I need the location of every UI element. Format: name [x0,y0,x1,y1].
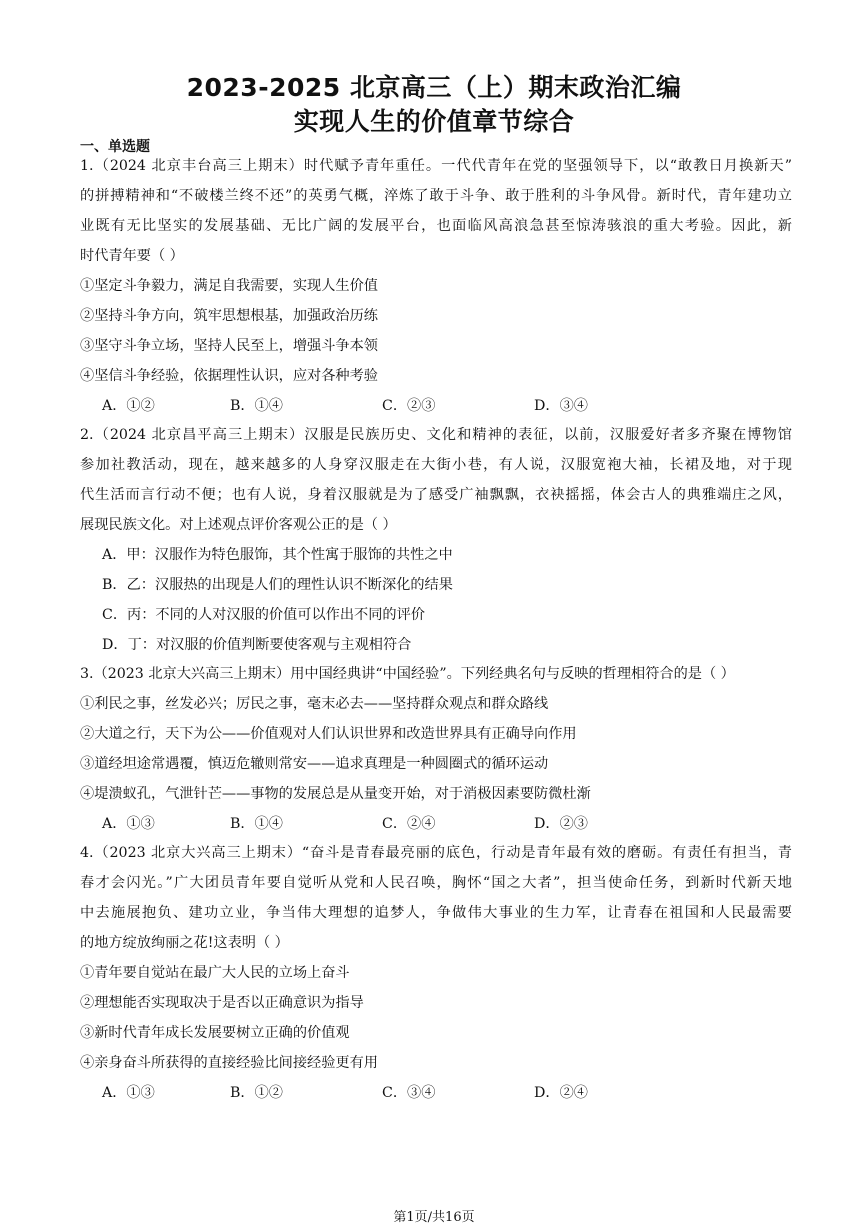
statement-item: ①青年要自觉站在最广大人民的立场上奋斗 [80,965,350,981]
answer-options [80,814,792,834]
option-a: A．①③ [102,816,155,832]
document-subtitle: 实现人生的价值章节综合 [293,107,575,136]
question-text: 春才会闪光。”广大团员青年要自觉听从党和人民召唤，胸怀“国之大者”，担当使命任务，到新时代新天地 [80,875,792,891]
statement-item: ④堤溃蚁孔，气泄针芒——事物的发展总是从量变开始，对于消极因素要防微杜渐 [80,786,591,802]
statement-item: ①利民之事，丝发必兴；厉民之事，毫末必去——坚持群众观点和群众路线 [80,696,549,712]
option-b: B．乙：汉服热的出现是人们的理性认识不断深化的结果 [102,577,453,593]
option-b: B．①② [230,1085,283,1101]
question-text: 的地方绽放绚丽之花!这表明（ ） [80,935,289,951]
option-c: C．丙：不同的人对汉服的价值可以作出不同的评价 [102,607,425,623]
question-text: 1.（2024 北京丰台高三上期末）时代赋予青年重任。一代代青年在党的坚强领导下，以“敢教日月换新天” [80,158,792,174]
question-text: 时代青年要（ ） [80,248,184,264]
statement-item: ④亲身奋斗所获得的直接经验比间接经验更有用 [80,1055,378,1071]
question-text: 展现民族文化。对上述观点评价客观公正的是（ ） [80,517,397,533]
option-c: C．③④ [382,1085,436,1101]
statement-item: ③新时代青年成长发展要树立正确的价值观 [80,1025,350,1041]
question-text: 的拼搏精神和“不破楼兰终不还”的英勇气概，淬炼了敢于斗争、敢于胜利的斗争风骨。新时代，青年建功立 [80,188,792,204]
option-a: A．①② [102,398,155,414]
statement-item: ③坚守斗争立场，坚持人民至上，增强斗争本领 [80,338,378,354]
answer-options [80,1083,792,1103]
option-d: D．②④ [534,1085,588,1101]
option-d: D．丁：对汉服的价值判断要使客观与主观相符合 [102,637,412,653]
statement-item: ①坚定斗争毅力，满足自我需要，实现人生价值 [80,278,378,294]
option-b: B．①④ [230,816,283,832]
question-text: 4.（2023 北京大兴高三上期末）“奋斗是青春最亮丽的底色，行动是青年最有效的磨砺。有责任有担当，青 [80,845,792,861]
question-text: 3.（2023 北京大兴高三上期末）用中国经典讲“中国经验”。下列经典名句与反映的哲理相符合的是（ ） [80,666,735,682]
answer-options [80,396,792,416]
question-text: 2.（2024 北京昌平高三上期末）汉服是民族历史、文化和精神的表征，以前，汉服爱好者多齐聚在博物馆 [80,427,792,443]
option-c: C．②③ [382,398,436,414]
document-title: 2023-2025 北京高三（上）期末政治汇编 [186,73,682,102]
option-a: A．①③ [102,1085,155,1101]
question-text: 中去施展抱负、建功立业，争当伟大理想的追梦人，争做伟大事业的生力军，让青春在祖国和人民最需要 [80,905,792,921]
option-a: A．甲：汉服作为特色服饰，其个性寓于服饰的共性之中 [102,547,453,563]
option-d: D．③④ [534,398,588,414]
statement-item: ④坚信斗争经验，依据理性认识，应对各种考验 [80,368,378,384]
option-d: D．②③ [534,816,588,832]
question-text: 业既有无比坚实的发展基础、无比广阔的发展平台，也面临风高浪急甚至惊涛骇浪的重大考验。因此，新 [80,218,792,234]
statement-item: ②大道之行，天下为公——价值观对人们认识世界和改造世界具有正确导向作用 [80,726,577,742]
statement-item: ③道经坦途常遇覆，慎迈危辙则常安——追求真理是一种圆圈式的循环运动 [80,756,549,772]
question-text: 代生活而言行动不便；也有人说，身着汉服就是为了感受广袖飘飘，衣袂摇摇，体会古人的典雅端庄之风， [80,487,792,503]
page-number: 第1页/共16页 [393,1210,475,1225]
section-heading: 一、单选题 [80,139,150,155]
statement-item: ②理想能否实现取决于是否以正确意识为指导 [80,995,364,1011]
statement-item: ②坚持斗争方向，筑牢思想根基，加强政治历练 [80,308,378,324]
option-c: C．②④ [382,816,436,832]
option-b: B．①④ [230,398,283,414]
question-text: 参加社教活动，现在，越来越多的人身穿汉服走在大街小巷，有人说，汉服宽袍大袖，长裙及地，对于现 [80,457,792,473]
